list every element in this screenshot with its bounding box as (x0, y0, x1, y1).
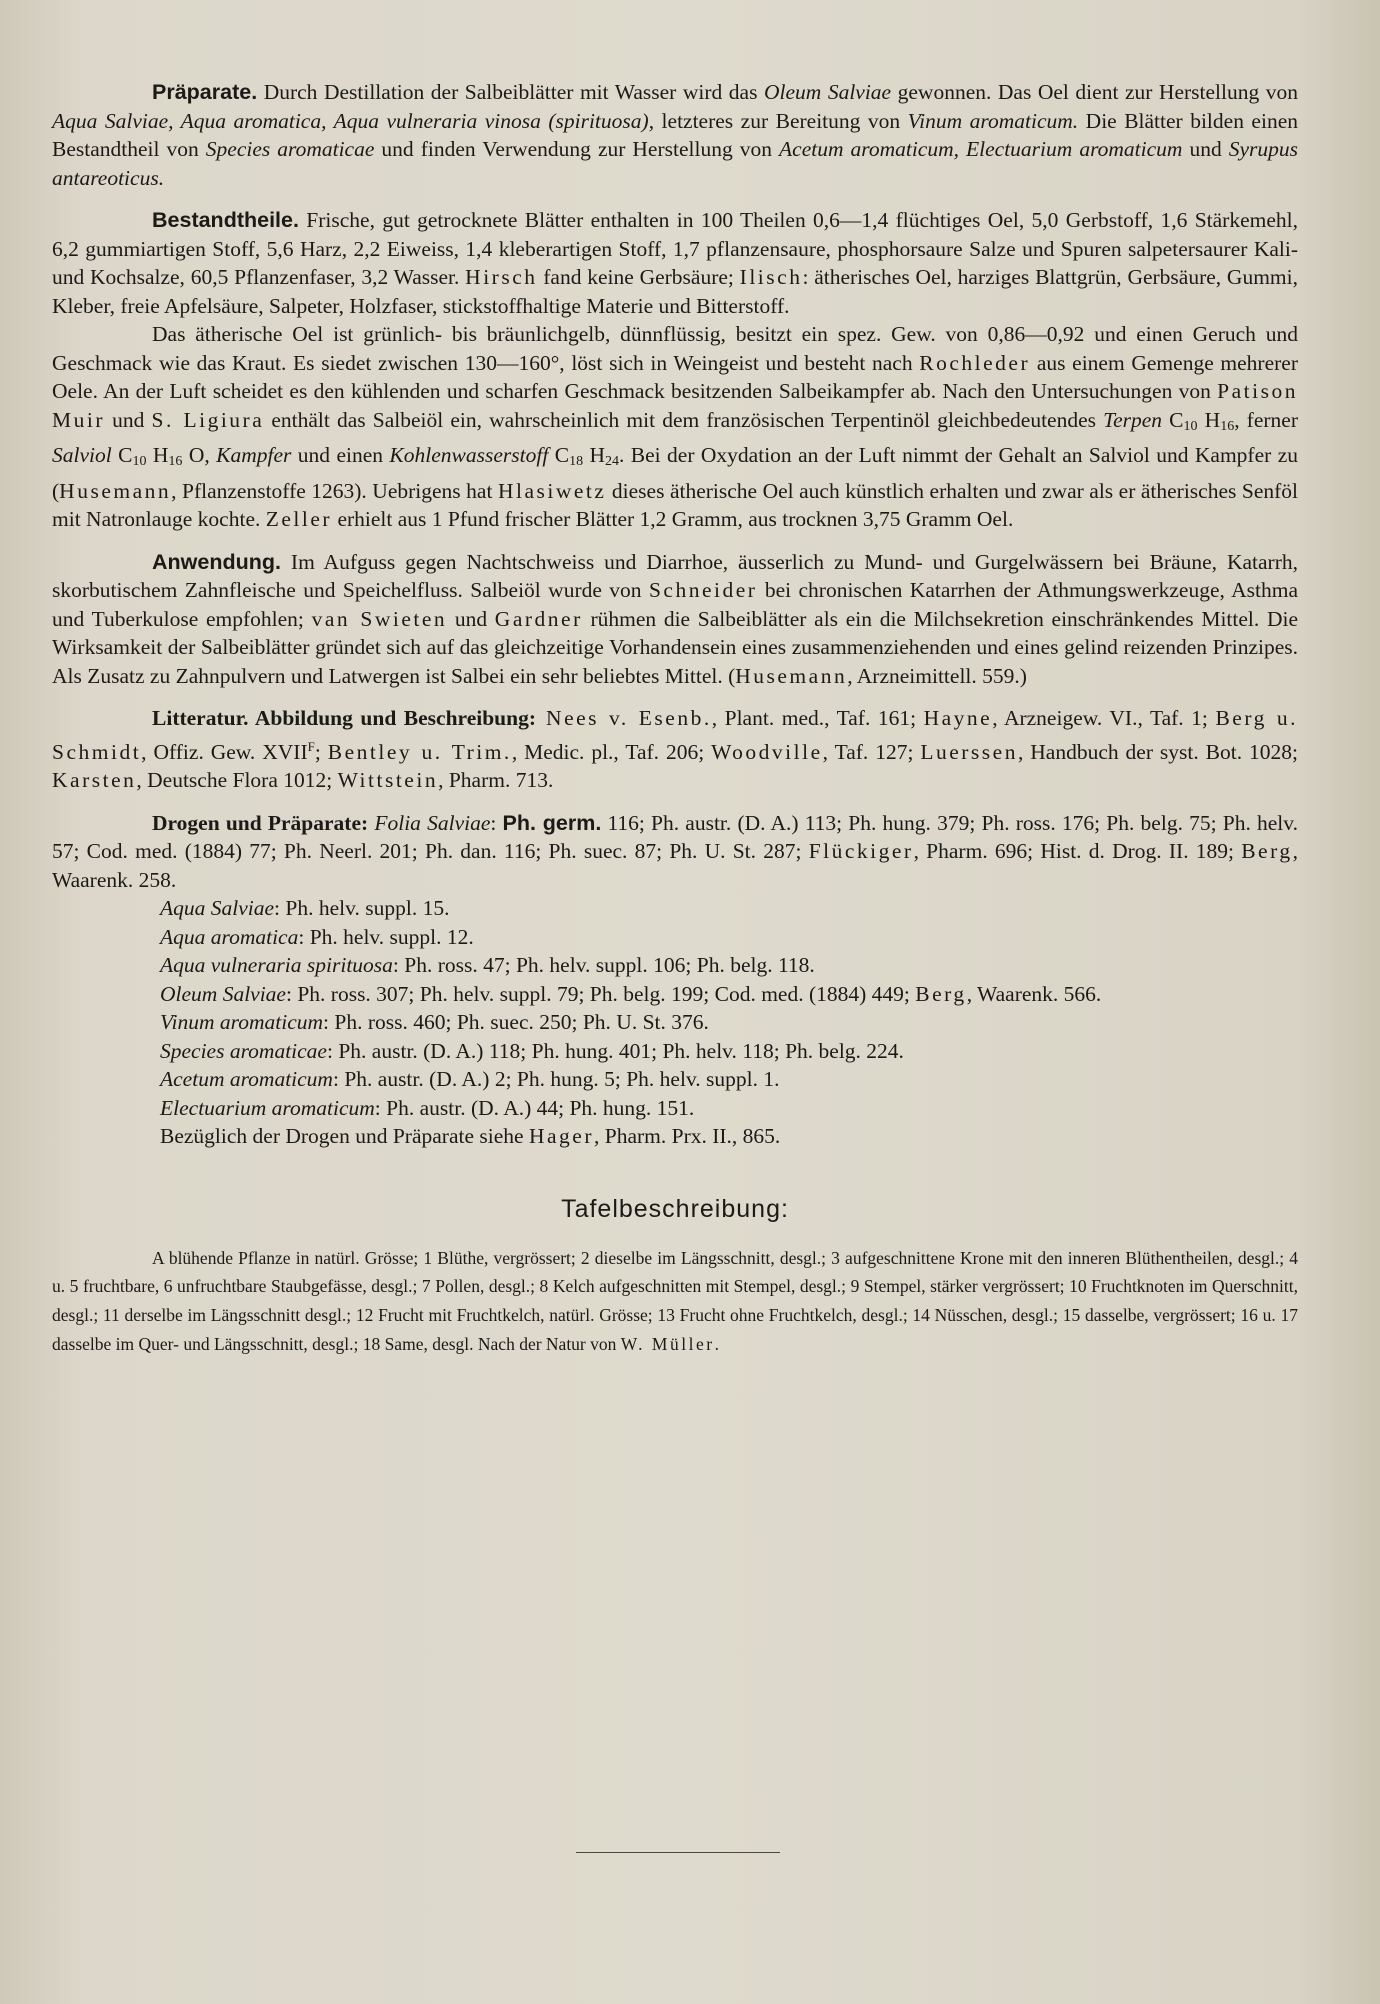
section-drogen (52, 809, 1298, 1151)
drug-line: Electuarium aromaticum: Ph. austr. (D. A.) 44; Ph. hung. 151. (160, 1095, 695, 1120)
tafel-title: Tafelbeschreibung: (561, 1194, 789, 1223)
drug-line: Aqua aromatica: Ph. helv. suppl. 12. (160, 924, 474, 949)
section-anwendung: Anwendung. Im Aufguss gegen Nachtschweiss und Diarrhoe, äusserlich zu Mund- und Gurgelwässern bei Bräune, Katarrh, skorbutischem Zahnfleische und Speichelfluss. Salbeiöl wurde von Schneider bei chronischen Katarrhen der Athmungswerkzeuge, Asthma und Tuberkulose empfohlen; van Swieten und Gardner rühmen die Salbeiblätter als ein die Milchsekretion einschränkendes Mittel. Die Wirksamkeit der Salbeiblätter gründet sich auf das gleichzeitige Vorhandensein eines zusammenziehenden und eines gelind reizenden Prinzipes. Als Zusatz zu Zahnpulvern und Latwergen ist Salbei ein sehr beliebtes Mittel. (Husemann, Arzneimittell. 559.) (52, 549, 1299, 688)
end-rule (576, 1852, 780, 1853)
drug-line: Aqua vulneraria spirituosa: Ph. ross. 47; Ph. helv. suppl. 106; Ph. belg. 118. (160, 953, 815, 977)
heading-litteratur: Litteratur. (152, 706, 249, 730)
heading-praeparate: Präparate. (152, 80, 258, 104)
heading-drogen: Drogen und Präparate: (152, 810, 369, 835)
heading-anwendung: Anwendung. (152, 549, 281, 574)
drug-line: Oleum Salviae: Ph. ross. 307; Ph. helv. suppl. 79; Ph. belg. 199; Cod. med. (1884) 449; Berg, Waarenk. 566. (160, 981, 1102, 1006)
drug-line: Bezüglich der Drogen und Präparate siehe Hager, Pharm. Prx. II., 865. (160, 1124, 781, 1148)
drug-line: Vinum aromaticum: Ph. ross. 460; Ph. suec. 250; Ph. U. St. 376. (160, 1010, 709, 1034)
section-litteratur: Litteratur. Abbildung und Beschreibung: Nees v. Esenb., Plant. med., Taf. 161; Hayne, Arzneigew. VI., Taf. 1; Berg u. Schmidt, Offiz. Gew. $XVII^F$; Bentley u. Trim., Medic. pl., Taf. 206; Woodville, Taf. 127; Luerssen, Handbuch der syst. Bot. 1028; Karsten, Deutsche Flora 1012; Wittstein, Pharm. 713. (52, 706, 1299, 792)
section-bestandtheile: Bestandtheile. Frische, gut getrocknete Blätter enthalten in 100 Theilen 0,6—1,4 flüchtiges Oel, 5,0 Gerbstoff, 1,6 Stärkemehl, 6,2 gummiartigen Stoff, 5,6 Harz, 2,2 Eiweiss, 1,4 kleberartigen Stoff, 1,7 pflanzensaure, phosphorsaure Salze und Spuren salpetersaurer Kali- und Kochsalze, 60,5 Pflanzenfaser, 3,2 Wasser. Hirsch fand keine Gerbsäure; Ilisch: ätherisches Oel, harziges Blattgrün, Gerbsäure, Gummi, Kleber, freie Apfelsäure, Salpeter, Holzfaser, stickstoffhaltige Materie und Bitterstoff. (52, 208, 1298, 318)
tafel-description: A blühende Pflanze in natürl. Grösse; 1 Blüthe, vergrössert; 2 dieselbe im Längsschnitt, desgl.; 3 aufgeschnittene Krone mit den inneren Blüthentheilen, desgl.; 4 u. 5 fruchtbare, 6 unfruchtbare Staubgefässe, desgl.; 7 Pollen, desgl.; 8 Kelch aufgeschnitten mit Stempel, desgl.; 9 Stempel, stärker vergrössert; 10 Fruchtknoten im Querschnitt, desgl.; 11 derselbe im Längsschnitt desgl.; 12 Frucht mit Fruchtkelch, natürl. Grösse; 13 Frucht ohne Fruchtkelch, desgl.; 14 Nüsschen, desgl.; 15 dasselbe, vergrössert; 16 u. 17 dasselbe im Quer- und Längsschnitt, desgl.; 18 Same, desgl. Nach der Natur von W. Müller. (52, 1247, 1298, 1354)
section-praeparate: Präparate. Durch Destillation der Salbeiblätter mit Wasser wird das Oleum Salviae gewonnen. Das Oel dient zur Herstellung von Aqua Salviae, Aqua aromatica, Aqua vulneraria vinosa (spirituosa), letzteres zur Bereitung von Vinum aromaticum. Die Blätter bilden einen Bestandtheil von Species aromaticae und finden Verwendung zur Herstellung von Acetum aromaticum, Electuarium aromaticum und Syrupus antareoticus. (52, 80, 1299, 190)
paragraph-aetherisches-oel: Das ätherische Oel ist grünlich- bis bräunlichgelb, dünnflüssig, besitzt ein spez. Gew. von 0,86—0,92 und einen Geruch und Geschmack wie das Kraut. Es siedet zwischen 130—160°, löst sich in Weingeist und besteht nach Rochleder aus einem Gemenge mehrerer Oele. An der Luft scheidet es den kühlenden und scharfen Geschmack besitzenden Salbeikampfer ab. Nach den Untersuchungen von Patison Muir und S. Ligiura enthält das Salbeiöl ein, wahrscheinlich mit dem französischen Terpentinöl gleichbedeutendes Terpen $C_{10}$ $H_{16}$, ferner Salviol $C_{10}$ $H_{16}$ O, Kampfer und einen Kohlenwasserstoff $C_{18}$ $H_{24}$. Bei der Oxydation an der Luft nimmt der Gehalt an Salviol und Kampfer zu (Husemann, Pflanzenstoffe 1263). Uebrigens hat Hlasiwetz dieses ätherische Oel auch künstlich erhalten und zwar als er ätherisches Senföl mit Natronlauge kochte. Zeller erhielt aus 1 Pfund frischer Blätter 1,2 Gramm, aus trocknen 3,75 Gramm Oel. (52, 322, 1299, 531)
drug-line: Species aromaticae: Ph. austr. (D. A.) 118; Ph. hung. 401; Ph. helv. 118; Ph. belg. 224. (160, 1038, 904, 1063)
drug-line: Acetum aromaticum: Ph. austr. (D. A.) 2; Ph. hung. 5; Ph. helv. suppl. 1. (160, 1067, 780, 1091)
section-tafelbeschreibung (52, 1244, 1298, 1359)
heading-bestandtheile: Bestandtheile. (152, 208, 299, 232)
drug-line: Aqua Salviae: Ph. helv. suppl. 15. (160, 896, 450, 920)
drogen-main: Drogen und Präparate: Folia Salviae: Ph. germ. 116; Ph. austr. (D. A.) 113; Ph. hung. 379; Ph. ross. 176; Ph. belg. 75; Ph. helv. 57; Cod. med. (1884) 77; Ph. Neerl. 201; Ph. dan. 116; Ph. suec. 87; Ph. U. St. 287; Flückiger, Pharm. 696; Hist. d. Drog. II. 189; Berg, Waarenk. 258. (52, 810, 1298, 892)
